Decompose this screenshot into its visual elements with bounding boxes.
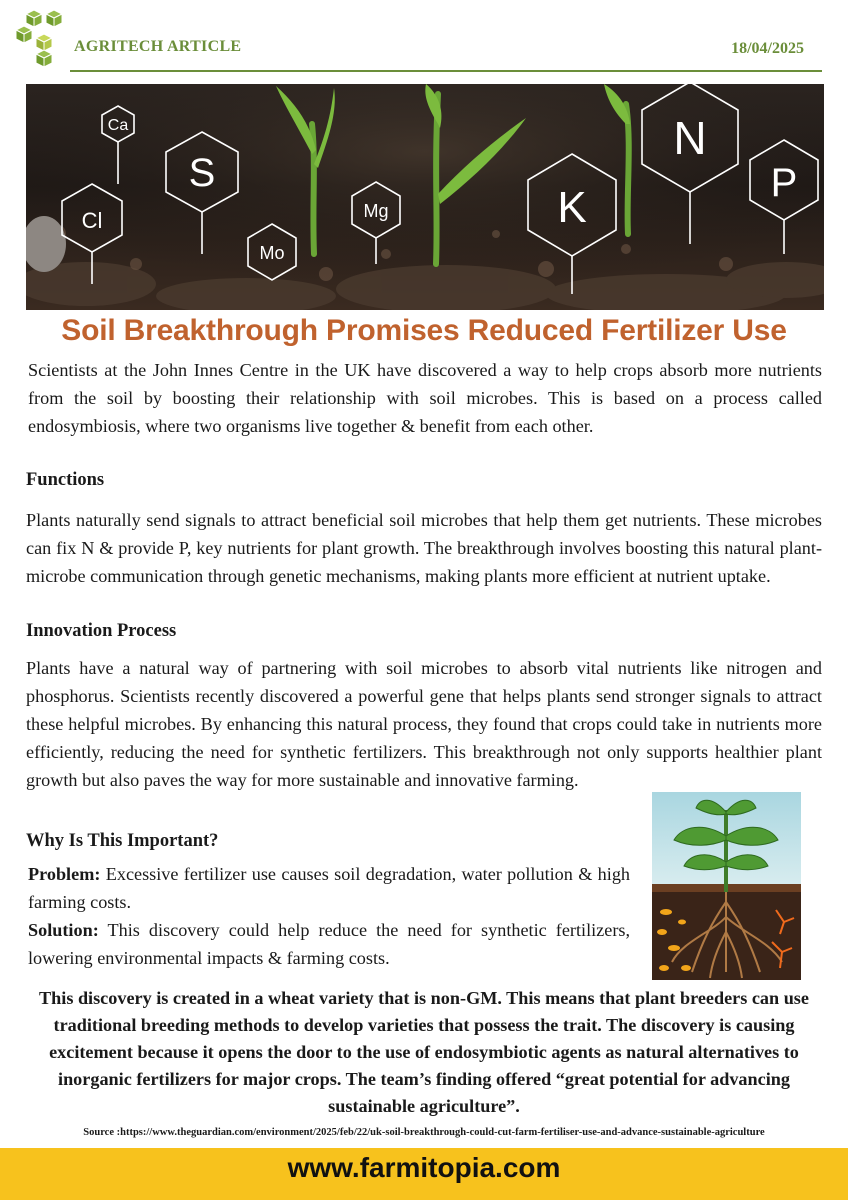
article-date: 18/04/2025	[731, 40, 804, 57]
hero-soil-image	[26, 84, 824, 310]
brand-label: AGRITECH ARTICLE	[74, 38, 242, 55]
solution-text: This discovery could help reduce the need for synthetic fertilizers, lowering environmental impacts & farming costs.	[28, 920, 631, 968]
problem-text: Excessive fertilizer use causes soil degradation, water pollution & high farming costs.	[28, 864, 631, 912]
section-heading-functions: Functions	[26, 470, 105, 490]
problem-paragraph	[28, 860, 630, 916]
cube-logo-icon	[12, 8, 72, 68]
nutrient-label: N	[673, 112, 707, 164]
solution-paragraph	[28, 916, 630, 972]
nutrient-label: Mo	[259, 243, 285, 263]
solution-label: Solution:	[28, 920, 99, 940]
source-citation: Source :https://www.theguardian.com/environment/2025/feb/22/uk-soil-breakthrough-could-cut-farm-fertiliser-use-and-advance-sustainable-agriculture	[83, 1127, 765, 1138]
nutrient-label: K	[557, 183, 587, 232]
nutrient-label: Cl	[81, 208, 103, 233]
innovation-paragraph: Plants have a natural way of partnering with soil microbes to absorb vital nutrients like nitrogen and phosphorus. Scientists recently discovered a powerful gene that helps plants send stronger signals to attract these helpful microbes. By enhancing this natural process, they found that crops could take in nutrients more efficiently, reducing the need for synthetic fertilizers. This breakthrough not only supports healthier plant growth but also paves the way for more sustainable and innovative farming.	[26, 658, 822, 790]
nutrient-label: P	[770, 161, 798, 205]
plant-roots-illustration	[652, 792, 801, 980]
nutrient-label: S	[188, 151, 216, 195]
article-title: Soil Breakthrough Promises Reduced Fertilizer Use	[61, 314, 787, 347]
footer-website-link[interactable]: www.farmitopia.com	[287, 1152, 561, 1183]
section-heading-innovation: Innovation Process	[26, 621, 177, 641]
intro-paragraph: Scientists at the John Innes Centre in the UK have discovered a way to help crops absorb more nutrients from the soil by boosting their relationship with soil microbes. This is based on a process called endosymbiosis, where two organisms live together & benefit from each other.	[28, 360, 822, 436]
functions-paragraph: Plants naturally send signals to attract beneficial soil microbes that help them get nutrients. These microbes can fix N & provide P, key nutrients for plant growth. The breakthrough involves boosting this natural plant-microbe communication through genetic mechanisms, making plants more efficient at nutrient uptake.	[26, 510, 822, 586]
nutrient-label: Mg	[363, 201, 389, 221]
header-divider	[70, 70, 822, 72]
nutrient-label: Ca	[107, 117, 129, 134]
section-heading-importance: Why Is This Important?	[26, 831, 219, 851]
closing-paragraph: This discovery is created in a wheat variety that is non-GM. This means that plant breeders can use traditional breeding methods to develop varieties that possess the trait. The discovery is causing excitement because it opens the door to the use of endosymbiotic agents as natural alternatives to inorganic fertilizers for major crops. The team’s finding offered “great potential for advancing sustainable agriculture”.	[39, 988, 809, 1116]
problem-label: Problem:	[28, 864, 101, 884]
